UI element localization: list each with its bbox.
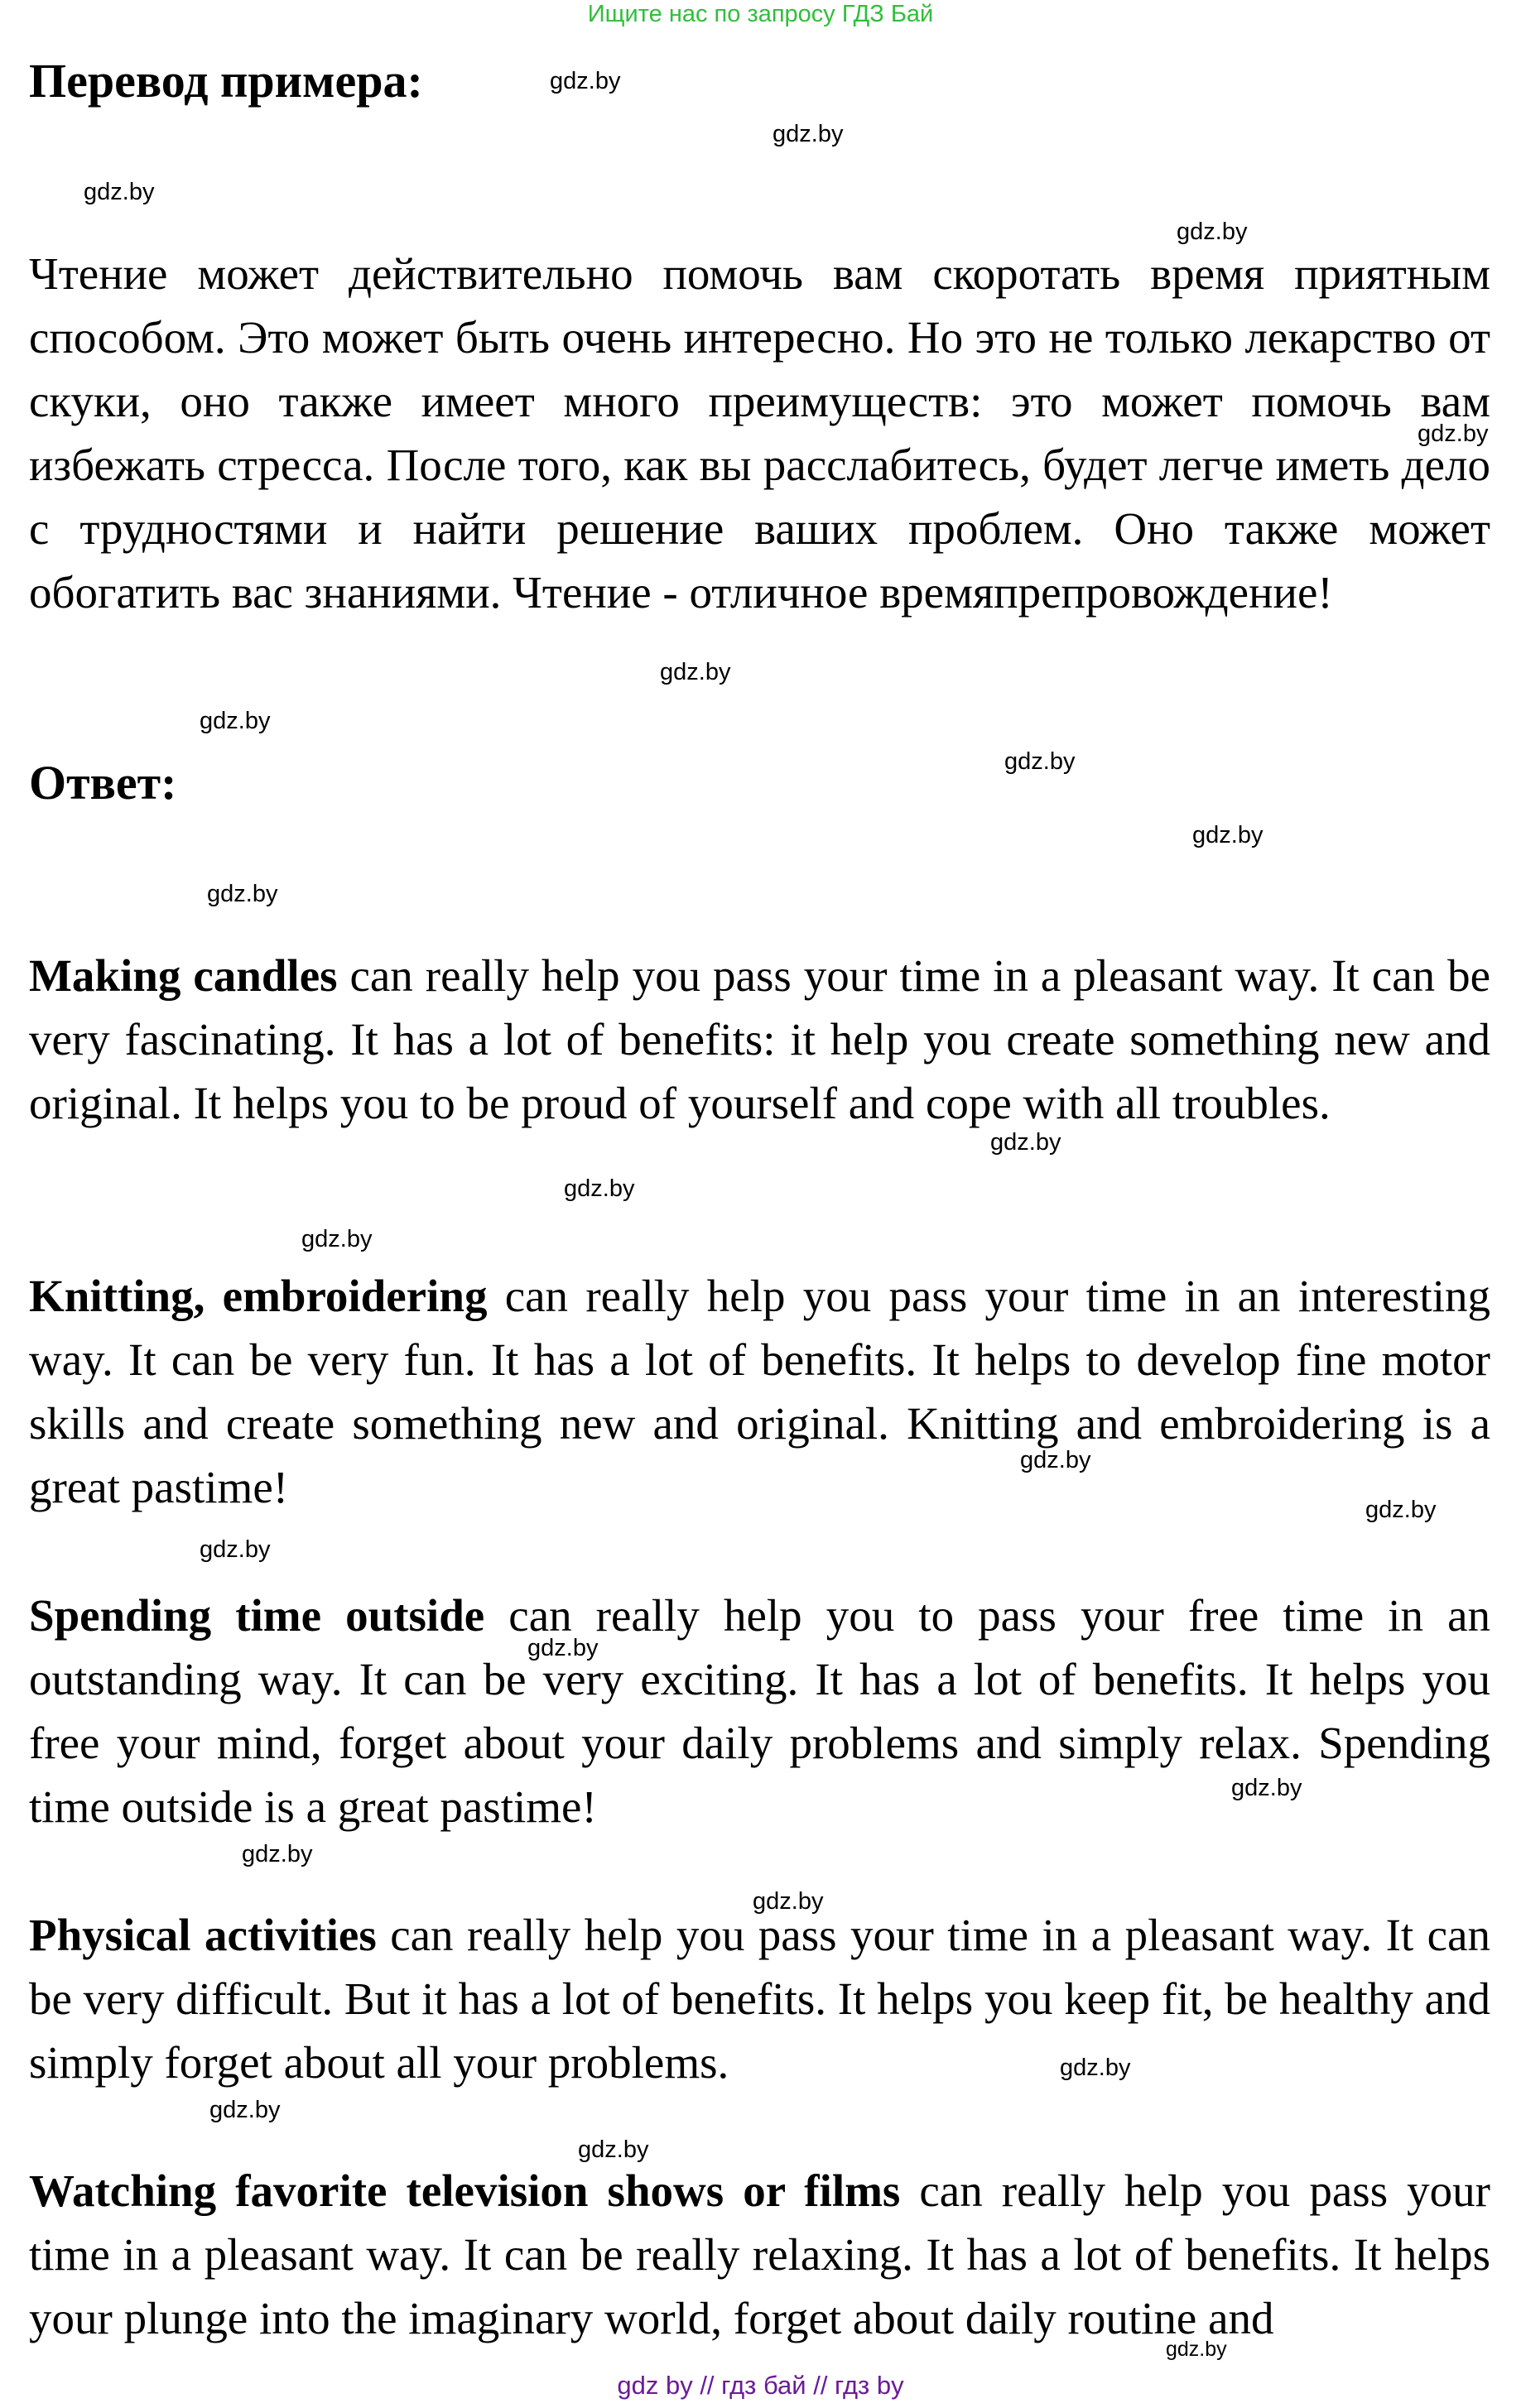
watermark: gdz.by — [1060, 2055, 1131, 2081]
watermark: gdz.by — [564, 1175, 635, 1202]
top-banner: Ищите нас по запросу ГДЗ Бай — [587, 1, 934, 27]
watermark: gdz.by — [1177, 219, 1248, 245]
watermark: gdz.by — [550, 68, 621, 94]
watermark: gdz.by — [1192, 822, 1263, 848]
watermark: gdz.by — [660, 659, 731, 685]
answer-text: can really help you pass your time in a pleasant way. It can be very fascinating. It has a lot of benefits: it help you create something new and original. It helps you to be proud of yourself and cope with all troubles. — [29, 950, 1490, 1128]
watermark: gdz.by — [578, 2136, 649, 2163]
answer-term: Spending time outside — [29, 1590, 485, 1641]
watermark: gdz.by — [209, 2097, 281, 2123]
watermark: gdz.by — [1231, 1775, 1302, 1801]
footer: gdz by // гдз бай // гдз by — [617, 2371, 904, 2400]
watermark: gdz.by — [242, 1841, 313, 1867]
watermark: gdz.by — [1004, 748, 1076, 775]
watermark: gdz.by — [1365, 1497, 1437, 1523]
answer-term: Physical activities — [29, 1910, 377, 1960]
translation-paragraph: Чтение может действительно помочь вам скоротать время приятным способом. Это может быть очень интересно. Но это не только лекарство от скуки, оно также имеет много преимуществ: это может помочь вам избежать стресса. После того, как вы расслабитесь, будет легче иметь дело с трудностями и найти решение ваших проблем. Оно также может обогатить вас знаниями. Чтение - отличное времяпрепровождение! — [29, 248, 1490, 618]
answer-term: Watching favorite television shows or films — [29, 2165, 901, 2216]
watermark: gdz.by — [527, 1635, 599, 1661]
watermark: gdz.by — [1166, 2338, 1227, 2361]
answer-paragraph-physical-activities — [29, 1903, 1490, 2094]
answer-text: can really help you pass your time in a pleasant way. It can be very difficult. But it has a lot of benefits. It helps you keep fit, be healthy and simply forget about all your problems. — [29, 1910, 1490, 2088]
answer-heading: Ответ: — [29, 756, 177, 810]
answer-paragraph-knitting — [29, 1264, 1490, 1519]
answer-text: can really help you pass your time in an interesting way. It can be very fun. It has a lot of benefits. It helps to develop fine motor skills and create something new and original. Knitting and embroidering is a great pastime! — [29, 1271, 1490, 1512]
answer-term: Making candles — [29, 950, 338, 1001]
watermark: gdz.by — [301, 1226, 373, 1252]
answer-paragraph-making-candles — [29, 944, 1490, 1135]
answer-term: Knitting, embroidering — [29, 1271, 488, 1321]
watermark: gdz.by — [990, 1129, 1061, 1156]
watermark: gdz.by — [200, 708, 271, 734]
answer-paragraph-watching-tv — [29, 2159, 1490, 2350]
watermark: gdz.by — [1418, 421, 1489, 447]
watermark: gdz.by — [773, 121, 844, 147]
answer-text: can really help you to pass your free time in an outstanding way. It can be very exciting. It has a lot of benefits. It helps you free your mind, forget about your daily problems and simply relax. Spending time outside is a great pastime! — [29, 1590, 1490, 1832]
watermark: gdz.by — [84, 179, 155, 205]
watermark: gdz.by — [1020, 1447, 1091, 1473]
answer-text: can really help you pass your time in a pleasant way. It can be really relaxing. It has a lot of benefits. It helps your plunge into the imaginary world, forget about daily routine and — [29, 2165, 1490, 2343]
watermark: gdz.by — [200, 1536, 271, 1563]
watermark: gdz.by — [207, 881, 278, 907]
translation-heading: Перевод примера: — [29, 54, 423, 108]
watermark: gdz.by — [753, 1888, 824, 1915]
